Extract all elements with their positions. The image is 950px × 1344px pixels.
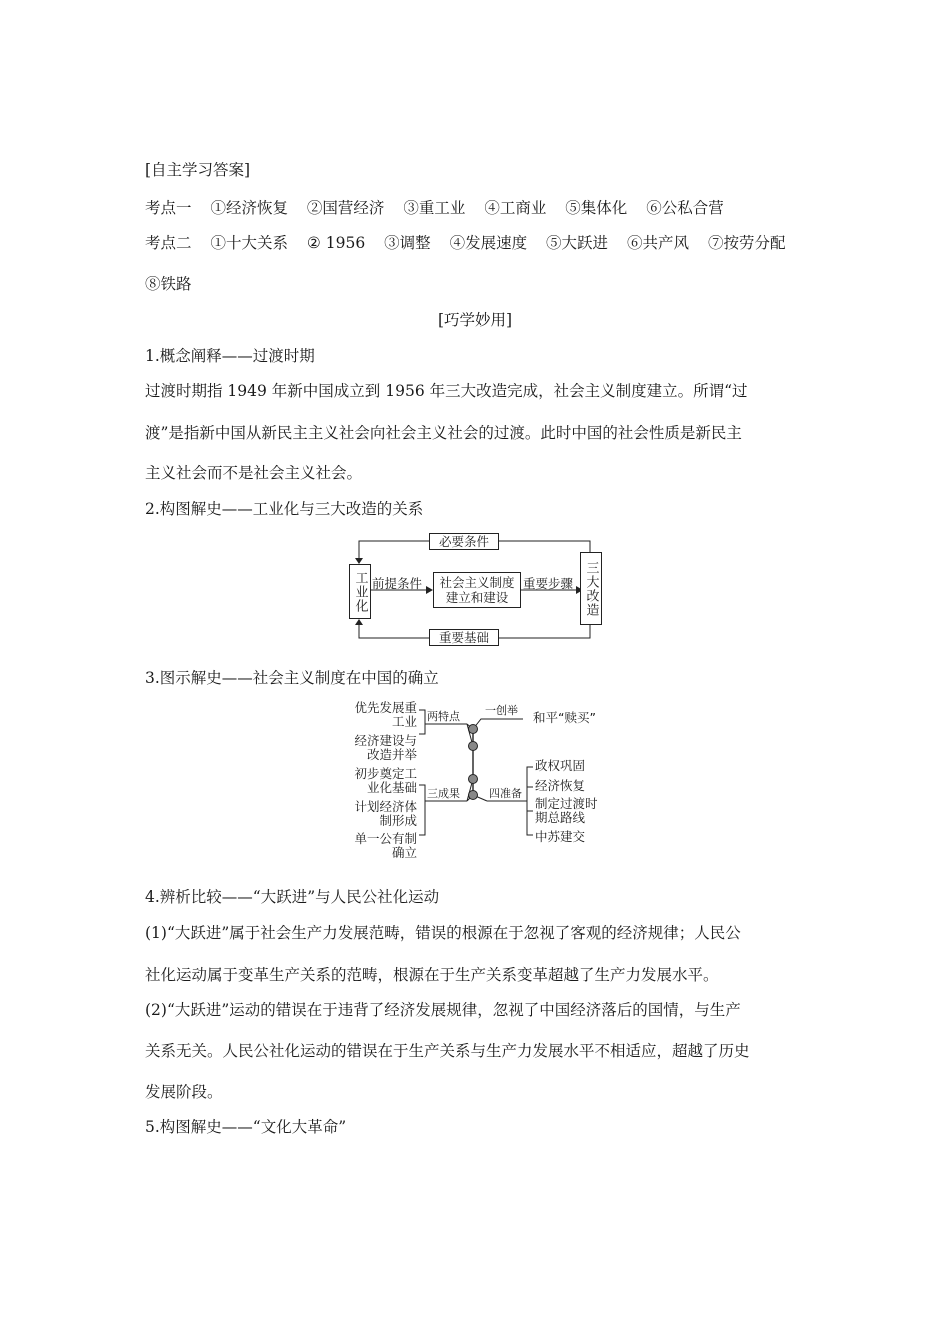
three-reforms-box: 三大改造 [580,552,602,625]
peaceful-redemption: 和平“赎买” [533,710,596,725]
kp2-item: ⑦按劳分配 [707,234,786,252]
kp2-label: 考点二 [145,234,192,252]
section-3-title: 3.图示解史——社会主义制度在中国的确立 [145,669,439,687]
section-1-text: 渡”是指新中国从新民主主义社会向社会主义社会的过渡。此时中国的社会性质是新民主 [145,424,742,442]
socialism-system-line1: 社会主义制度 [439,575,515,590]
section-4-text: (2)“大跃进”运动的错误在于违背了经济发展规律，忽视了中国经济落后的国情，与生产 [145,1001,741,1019]
section-4-title: 4.辨析比较——“大跃进”与人民公社化运动 [145,888,440,906]
kp1-item: ①经济恢复 [210,199,288,217]
kp1-label: 考点一 [145,199,192,217]
left-item: 初步奠定工 [354,766,417,781]
three-results-label: 三成果 [427,787,460,800]
section-5-title: 5.构图解史——“文化大革命” [145,1118,347,1136]
important-basis-box: 重要基础 [429,629,499,646]
left-item: 制形成 [379,813,417,828]
kp2-wrap: ⑧铁路 [145,275,192,293]
left-item: 确立 [391,845,417,860]
socialism-establishment-diagram [335,697,615,862]
section-1-text: 主义社会而不是社会主义社会。 [145,464,363,482]
industrialization-box: 工业化 [349,564,371,619]
right-item: 制定过渡时 [535,796,598,811]
socialism-system-box [433,572,521,608]
important-step-label: 重要步骤 [523,576,574,591]
premise-label: 前提条件 [372,576,423,591]
skills-heading: [巧学妙用] [437,311,513,329]
kp1-item: ④工商业 [484,199,547,217]
section-2-title: 2.构图解史——工业化与三大改造的关系 [145,500,424,518]
kp1-item: ③重工业 [403,199,466,217]
section-1-title: 1.概念阐释——过渡时期 [145,347,315,365]
four-preparations-label: 四准备 [489,787,522,800]
section-1-text: 过渡时期指 1949 年新中国成立到 1956 年三大改造完成，社会主义制度建立。所谓“过 [145,382,748,400]
kp2-item: ①十大关系 [210,234,288,252]
industrialization-diagram [345,530,605,650]
kp2-item: ⑥共产风 [626,234,689,252]
section-4-text: 发展阶段。 [145,1083,223,1101]
kp1-line [145,198,724,218]
one-innovation-label: 一创举 [485,704,518,717]
left-item: 单一公有制 [354,831,417,846]
kp2-line [145,233,785,253]
kp1-item: ⑥公私合营 [646,199,724,217]
left-item: 经济建设与 [354,733,417,748]
right-item: 中苏建交 [535,829,586,844]
two-features-label: 两特点 [427,710,460,723]
kp2-item: ③调整 [384,234,431,252]
socialism-system-line2: 建立和建设 [445,590,509,605]
left-item: 工业 [391,714,417,729]
kp2-item: ⑤大跃进 [546,234,609,252]
answers-heading: [自主学习答案] [145,161,251,179]
left-item: 计划经济体 [354,799,417,814]
required-condition-box: 必要条件 [429,533,499,550]
kp1-item: ⑤集体化 [565,199,628,217]
section-4-text: 关系无关。人民公社化运动的错误在于生产关系与生产力发展水平不相适应，超越了历史 [145,1042,750,1060]
kp1-item: ②国营经济 [306,199,385,217]
section-4-text: 社化运动属于变革生产关系的范畴，根源在于生产关系变革超越了生产力发展水平。 [145,966,719,984]
kp2-item: ② 1956 [306,234,366,252]
section-4-text: (1)“大跃进”属于社会生产力发展范畴，错误的根源在于忽视了客观的经济规律；人民公 [145,924,741,942]
left-item: 优先发展重 [354,700,417,715]
right-item: 经济恢复 [535,778,586,793]
right-item: 政权巩固 [535,758,586,773]
right-item: 期总路线 [535,810,586,825]
left-item: 改造并举 [366,747,417,762]
kp2-item: ④发展速度 [449,234,528,252]
left-item: 业化基础 [366,780,417,795]
